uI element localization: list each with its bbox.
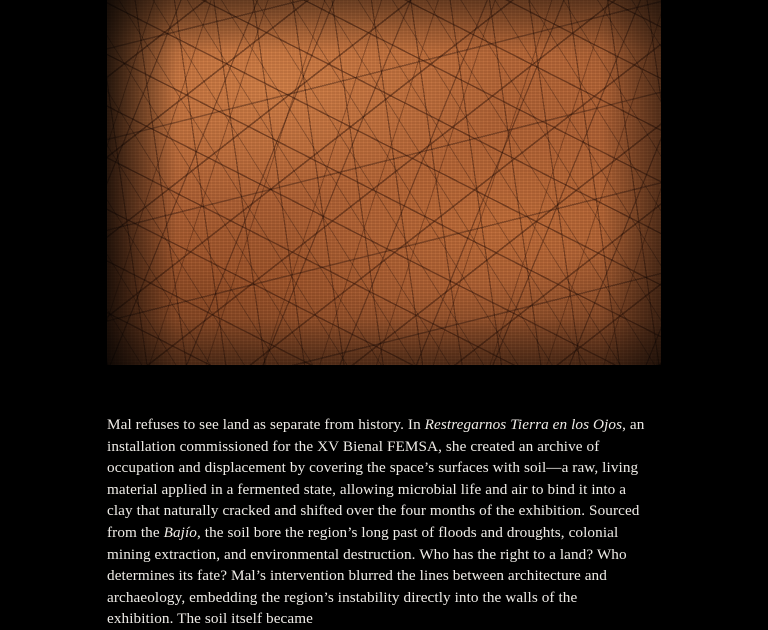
image-left-shadow — [107, 0, 177, 365]
image-bottom-shadow — [107, 319, 661, 365]
place-name-bajio: Bajío — [163, 523, 197, 541]
paragraph-segment-1: Mal refuses to see land as separate from history. In — [107, 416, 425, 433]
cracked-soil-photograph — [107, 0, 661, 365]
paragraph-segment-2: , an installation commissioned for the XV Bienal FEMSA, she created an archive of occupation and displacement by covering the space’s surfaces with soil—a raw, living material applied in a fermented state, allowing microbial life and air to bind it into a clay that naturally cracked and shifted over the four months of the exhibition. Sourced from the — [107, 416, 645, 541]
image-right-shadow — [601, 0, 661, 365]
work-title-restregarnos: Restregarnos Tierra en los Ojos — [424, 416, 623, 433]
soil-crack-layer — [107, 0, 661, 365]
image-top-shadow — [107, 0, 661, 52]
paragraph-segment-3: , the soil bore the region’s long past of floods and droughts, colonial mining extraction, and environmental destruction. Who has the right to a land? Who determines its fate? Mal’s intervention blurred the lines between architecture and archaeology, embedding the region’s instability directly into the walls of the exhibition. The soil itself became — [107, 523, 627, 628]
article-body-paragraph — [107, 414, 647, 630]
